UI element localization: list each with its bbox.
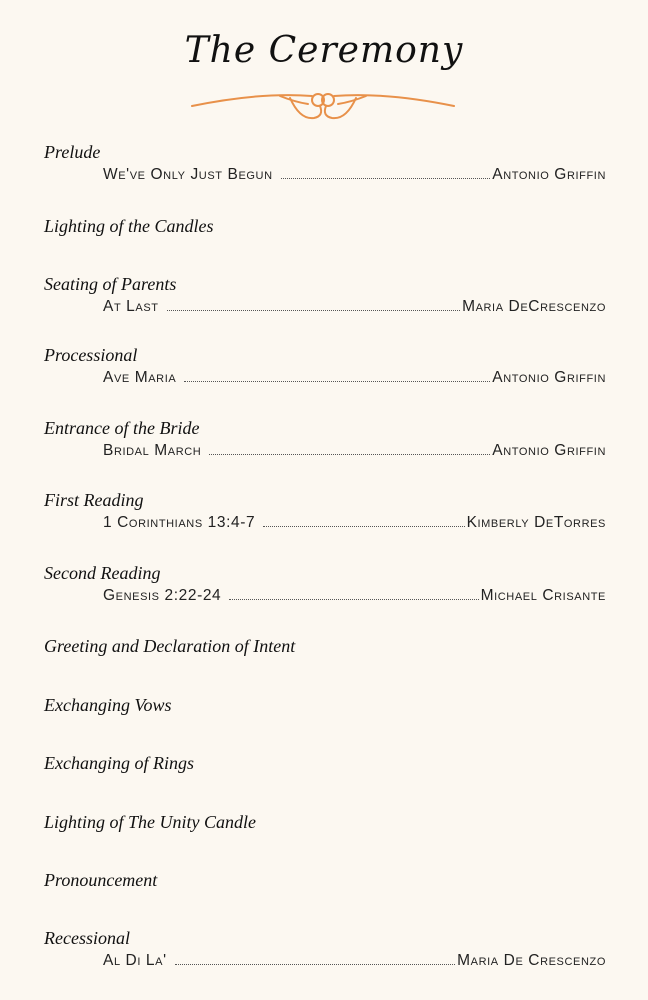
section-unity-candle: [44, 812, 606, 832]
performer: Kimberly DeTorres: [466, 514, 606, 531]
section-pronouncement: [44, 870, 606, 890]
section-prelude: [44, 142, 606, 184]
section-second-reading: [44, 563, 606, 605]
piece-title: Bridal March: [103, 442, 202, 459]
piece-title: 1 Corinthians 13:4-7: [103, 514, 256, 531]
piece-title: Al Di La': [103, 952, 167, 969]
dot-leader: [229, 598, 478, 600]
dot-leader: [184, 380, 490, 382]
dot-leader: [263, 525, 464, 527]
section-vows: [44, 695, 606, 715]
section-entrance-bride: [44, 418, 606, 460]
dot-leader: [175, 963, 456, 965]
performer: Antonio Griffin: [492, 369, 606, 386]
section-heading: Exchanging Vows: [44, 695, 172, 715]
performer: Michael Crisante: [480, 587, 606, 604]
dot-leader: [167, 309, 460, 311]
dot-leader: [209, 453, 490, 455]
program-line: [103, 369, 606, 387]
performer: Antonio Griffin: [492, 166, 606, 183]
section-heading: Processional: [44, 345, 138, 365]
section-heading: Exchanging of Rings: [44, 753, 194, 773]
section-heading: Seating of Parents: [44, 274, 177, 294]
flourish-ornament-icon: [190, 84, 456, 126]
section-heading: Lighting of the Candles: [44, 216, 214, 236]
program-line: [103, 514, 606, 532]
performer: Antonio Griffin: [492, 442, 606, 459]
section-seating-parents: [44, 274, 606, 316]
program-line: [103, 166, 606, 184]
program-line: [103, 298, 606, 316]
section-heading: Second Reading: [44, 563, 161, 583]
dot-leader: [281, 177, 491, 179]
piece-title: At Last: [103, 298, 159, 315]
program-line: [103, 587, 606, 605]
section-heading: Entrance of the Bride: [44, 418, 200, 438]
section-heading: Prelude: [44, 142, 101, 162]
program-line: [103, 952, 606, 970]
piece-title: Genesis 2:22-24: [103, 587, 222, 604]
section-heading: Greeting and Declaration of Intent: [44, 636, 296, 656]
section-heading: Lighting of The Unity Candle: [44, 812, 257, 832]
page-title: The Ceremony: [184, 30, 464, 71]
performer: Maria DeCrescenzo: [462, 298, 606, 315]
performer: Maria De Crescenzo: [457, 952, 606, 969]
piece-title: Ave Maria: [103, 369, 177, 386]
section-first-reading: [44, 490, 606, 532]
piece-title: We've Only Just Begun: [103, 166, 273, 183]
section-recessional: [44, 928, 606, 970]
section-greeting: [44, 636, 606, 656]
section-rings: [44, 753, 606, 773]
section-lighting-candles: [44, 216, 606, 236]
section-heading: Pronouncement: [44, 870, 158, 890]
program-line: [103, 442, 606, 460]
section-heading: Recessional: [44, 928, 130, 948]
section-processional: [44, 345, 606, 387]
section-heading: First Reading: [44, 490, 144, 510]
